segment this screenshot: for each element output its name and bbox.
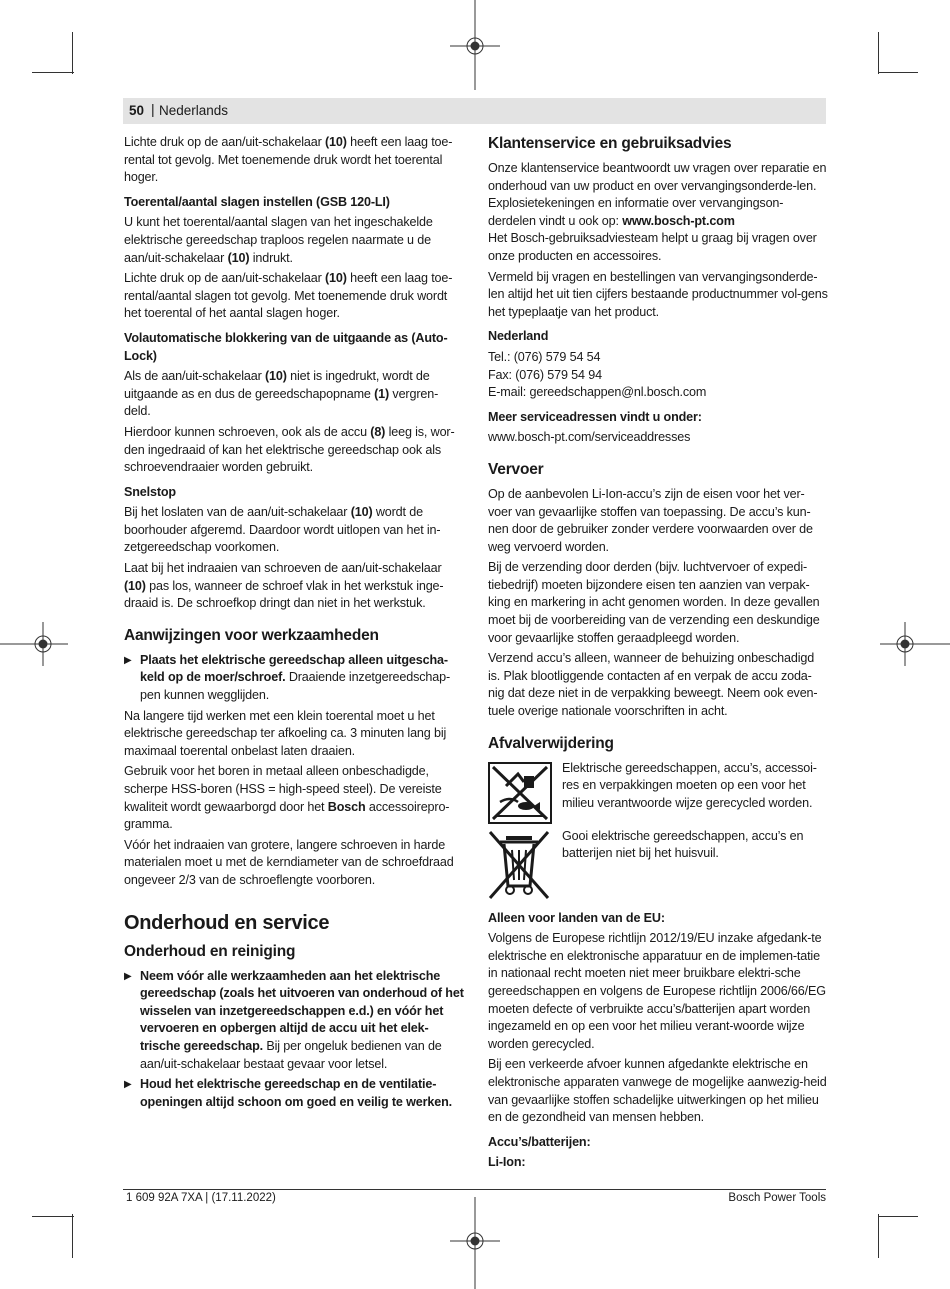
heading-eu: Alleen voor landen van de EU: (488, 910, 665, 925)
paragraph: Gebruik voor het boren in metaal alleen onbeschadigde, scherpe HSS-boren (HSS = high-speed steel). De vereiste kwaliteit wordt gewaarborgd door het Bosch accessoirepro-gramma. (124, 764, 450, 832)
paragraph: Vóór het indraaien van grotere, langere schroeven in harde materialen moet u met de kerndiameter van de schroefdraad ongeveer 2/3 van de schroeflengte voorboren. (124, 837, 454, 887)
heading-nederland: Nederland (488, 329, 549, 344)
crop-mark (72, 1214, 73, 1258)
registration-mark-icon (425, 0, 525, 92)
crop-mark (32, 1216, 74, 1217)
heading-speed: Toerental/aantal slagen instellen (GSB 120-LI) (124, 194, 390, 209)
recycling-row (488, 760, 828, 824)
paragraph: Volgens de Europese richtlijn 2012/19/EU inzake afgedank-te elektrische en elektronische apparatuur en de implemen-tatie in nationaal recht moeten niet meer bruikbare elektri-sche gereedschappen en volgens de Europese richtlijn 2006/66/EG moeten defecte of verbruikte accu’s/batterijen apart worden ingezameld en op een voor het milieu verant-woorde wijze worden gerecycled. (488, 931, 826, 1051)
contact-email[interactable]: E-mail: gereedschappen@nl.bosch.com (488, 385, 707, 400)
paragraph: Lichte druk op de aan/uit-schakelaar (10) heeft een laag toe-rental/aantal slagen tot gevolg. Met toenemende druk wordt het toerental of het aantal slagen hoger. (124, 271, 453, 321)
footer-divider (123, 1189, 826, 1190)
heading-onderhoud-service: Onderhoud en service (124, 911, 330, 934)
heading-onderhoud-reiniging: Onderhoud en reiniging (124, 942, 296, 960)
crossed-bin-icon (488, 830, 552, 900)
link-serviceaddresses[interactable]: www.bosch-pt.com/serviceaddresses (488, 430, 691, 445)
bullet-item: ▶ Plaats het elektrische gereedschap alleen uitgescha-keld op de moer/schroef. Draaiende inzetgereedschap-pen kunnen wegglijden. (124, 652, 450, 703)
crop-mark (878, 72, 918, 73)
left-column (124, 134, 464, 1114)
heading-afvalverwijdering: Afvalverwijdering (488, 734, 614, 752)
paragraph: U kunt het toerental/aantal slagen van het ingeschakelde elektrische gereedschap traploos regelen naarmate u de aan/uit-schakelaar (10) indrukt. (124, 215, 433, 265)
right-column (488, 134, 828, 1175)
heading-klantenservice: Klantenservice en gebruiksadvies (488, 135, 732, 152)
paragraph: Elektrische gereedschappen, accu’s, accessoi-res en verpakkingen moeten op een voor het milieu verantwoorde wijze gerecycled worden. (562, 760, 817, 810)
crop-mark (878, 1214, 879, 1258)
heading-liion: Li-Ion: (488, 1155, 526, 1170)
registration-mark-icon (0, 620, 70, 670)
page-number: 50 (129, 103, 145, 118)
heading-meer-service: Meer serviceadressen vindt u onder: (488, 409, 702, 424)
link-bosch-pt[interactable]: www.bosch-pt.com (622, 213, 735, 228)
crop-mark (878, 1216, 918, 1217)
heading-autolock: Volautomatische blokkering van de uitgaande as (Auto-Lock) (124, 330, 448, 363)
crop-mark (72, 32, 73, 74)
heading-aanwijzingen: Aanwijzingen voor werkzaamheden (124, 626, 379, 644)
registration-mark-icon (880, 620, 950, 670)
paragraph: Lichte druk op de aan/uit-schakelaar (10) heeft een laag toe-rental tot gevolg. Met toenemende druk wordt het toerental hoger. (124, 135, 453, 185)
paragraph: Onze klantenservice beantwoordt uw vragen over reparatie en onderhoud van uw product en over vervangingsonderde-len. Explosietekeningen en informatie over vervangingson-derdelen vindt u ook op: www.bosch-pt.com (488, 161, 827, 228)
heading-vervoer: Vervoer (488, 460, 544, 478)
paragraph: Bij een verkeerde afvoer kunnen afgedankte elektrische en elektronische apparaten vanwege de mogelijke aanwezig-heid van gevaarlijke stoffen schadelijke uitwerkingen op het milieu en de gezondheid van mensen hebben. (488, 1057, 827, 1125)
bullet-arrow-icon: ▶ (124, 654, 132, 666)
paragraph: Bij het loslaten van de aan/uit-schakelaar (10) wordt de boorhouder afgeremd. Daardoor wordt uitlopen van het in-zetgereedschap voorkomen. (124, 505, 441, 555)
paragraph: Na langere tijd werken met een klein toerental moet u het elektrische gereedschap ter afkoeling ca. 3 minuten lang bij maximaal toerental onbelast laten draaien. (124, 708, 447, 758)
paragraph: Het Bosch-gebruiksadviesteam helpt u graag bij vragen over onze producten en accessoires. (488, 231, 817, 263)
paragraph: Op de aanbevolen Li-Ion-accu’s zijn de eisen voor het ver-voer van gevaarlijke stoffen van toepassing. De accu’s kun-nen door de gebruiker zonder verdere voorwaarden over de weg vervoerd worden. (488, 486, 813, 554)
crop-mark (32, 72, 74, 73)
bullet-item: ▶ Houd het elektrische gereedschap en de ventilatie-openingen altijd schoon om goed en veilig te werken. (124, 1077, 452, 1109)
header-separator: | (151, 101, 155, 117)
bin-row (488, 828, 828, 898)
bullet-arrow-icon: ▶ (124, 1079, 132, 1091)
registration-mark-icon (425, 1197, 525, 1289)
page-header (123, 98, 826, 124)
recycling-symbol-icon (488, 762, 552, 824)
paragraph: Als de aan/uit-schakelaar (10) niet is ingedrukt, wordt de uitgaande as en dus de gereedschapopname (1) vergren-deld. (124, 369, 439, 419)
footer-doc-code: 1 609 92A 7XA | (17.11.2022) (126, 1192, 276, 1204)
header-language: Nederlands (159, 103, 229, 118)
paragraph: Gooi elektrische gereedschappen, accu’s en batterijen niet bij het huisvuil. (562, 828, 804, 861)
footer-brand: Bosch Power Tools (728, 1192, 826, 1204)
paragraph: Bij de verzending door derden (bijv. luchtvervoer of expedi-tiebedrijf) moeten bijzondere eisen ten aanzien van verpak-king en markering in acht genomen worden. In deze gevallen moet bij de voorbereiding van de verzending een deskundige voor gevaarlijke stoffen geraadpleegd worden. (488, 560, 820, 645)
crop-mark (878, 32, 879, 74)
contact-fax: Fax: (076) 579 54 94 (488, 367, 602, 382)
paragraph: Laat bij het indraaien van schroeven de aan/uit-schakelaar (10) pas los, wanneer de schroef vlak in het werkstuk inge-draaid is. De schroefkop dringt dan niet in het werkstuk. (124, 561, 444, 611)
paragraph: Hierdoor kunnen schroeven, ook als de accu (8) leeg is, wor-den ingedraaid of kan het elektrische gereedschap ook als schroevendraaier worden gebruikt. (124, 424, 455, 475)
heading-snelstop: Snelstop (124, 484, 176, 499)
contact-tel: Tel.: (076) 579 54 54 (488, 349, 601, 364)
heading-accus: Accu’s/batterijen: (488, 1134, 591, 1149)
paragraph: Verzend accu’s alleen, wanneer de behuizing onbeschadigd is. Plak blootliggende contacten af en verpak de accu zoda-nig dat deze niet in de verpakking beweegt. Neem ook even-tuele overige nationale voorschriften in acht. (488, 651, 818, 719)
paragraph: Vermeld bij vragen en bestellingen van vervangingsonderde-len altijd het uit tien cijfers bestaande productnummer vol-gens het typeplaatje van het product. (488, 269, 828, 319)
bullet-item: ▶ Neem vóór alle werkzaamheden aan het elektrische gereedschap (zoals het uitvoeren van onderhoud of het wisselen van inzetgereedschappen e.d.) en vóór het vervoeren en opbergen altijd de accu uit het elek-trische gereedschap. Bij per ongeluk bedienen van de aan/uit-schakelaar bestaat gevaar voor letsel. (124, 968, 464, 1071)
bullet-arrow-icon: ▶ (124, 970, 132, 982)
